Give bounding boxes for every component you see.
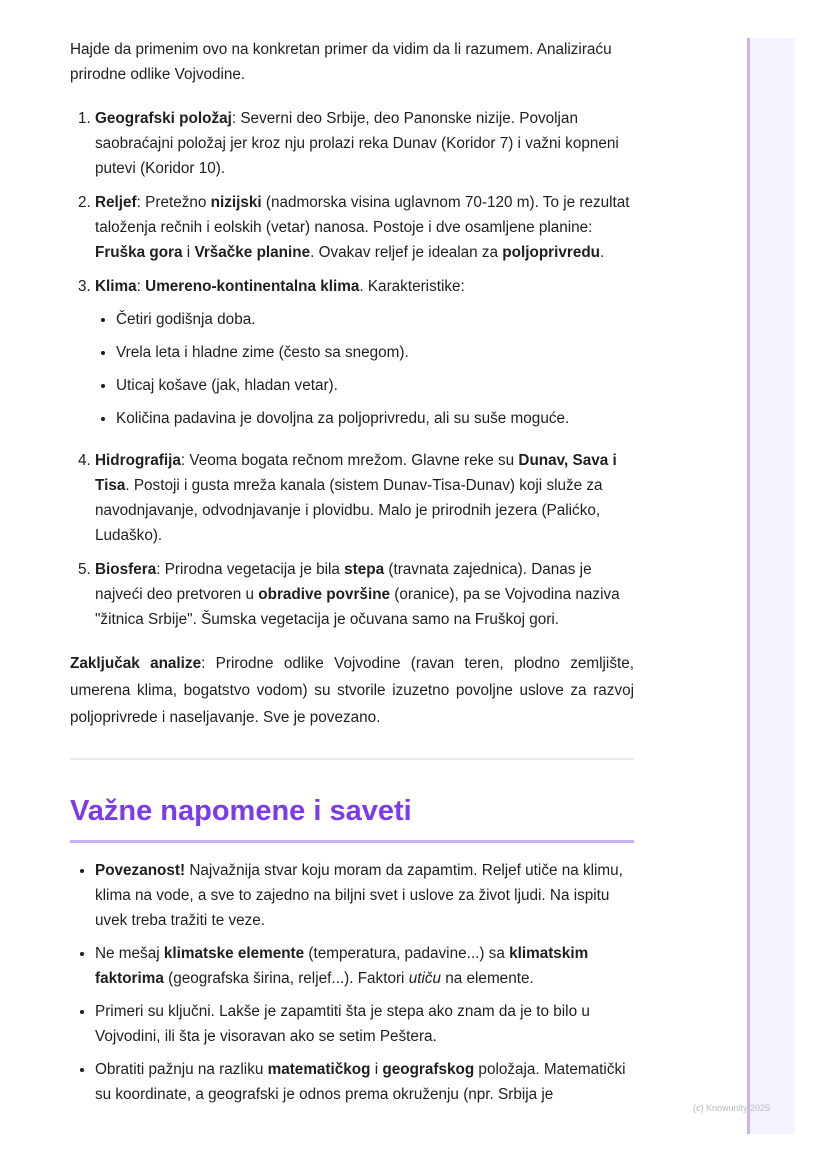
- climate-item: • Vrela leta i hladne zime (često sa snegom).: [116, 340, 634, 365]
- list-item-hidrografija: 4. Hidrografija: Veoma bogata rečnom mrežom. Glavne reke su Dunav, Sava i Tisa. Postoji i gusta mreža kanala (sistem Dunav-Tisa-Dunav) koji služe za navodnjavanje, odvodnjavanje i plovidbu. Malo je prirodnih jezera (Palićko, Ludaško).: [95, 448, 634, 548]
- tip-item: • Obratiti pažnju na razliku matematičkog i geografskog položaja. Matematički su koordinate, a geografski je odnos prema okruženju (npr. Srbija je: [95, 1057, 634, 1107]
- tip-item: • Primeri su ključni. Lakše je zapamtiti šta je stepa ako znam da je to bilo u Vojvodini, ili šta je visoravan ako se setim Peštera.: [95, 999, 634, 1049]
- intro-paragraph: Hajde da primenim ovo na konkretan primer da vidim da li razumem. Analiziraću prirodne odlike Vojvodine.: [70, 41, 612, 83]
- conclusion-paragraph: Zaključak analize: Prirodne odlike Vojvodine (ravan teren, plodno zemljište, umerena klima, bogatstvo vodom) su stvorile izuzetno povoljne uslove za razvoj poljoprivrede i naseljavanje. Sve je povezano.: [70, 655, 634, 726]
- watermark: (c) Knowunity 2025: [693, 1103, 771, 1113]
- list-item-klima: 3. Klima: Umereno-kontinentalna klima. Karakteristike: • Četiri godišnja doba. • Vrela leta i hladne zime (često sa snegom). • Uticaj košave (jak, hladan vetar). • Količina padavina je dovoljna za poljoprivredu, ali su suše moguće.: [95, 274, 634, 431]
- climate-item: • Četiri godišnja doba.: [116, 307, 634, 332]
- section-divider: [70, 758, 634, 760]
- climate-item: • Količina padavina je dovoljna za poljoprivredu, ali su suše moguće.: [116, 406, 634, 431]
- document-content: [70, 37, 634, 1115]
- list-item-biosfera: 5. Biosfera: Prirodna vegetacija je bila stepa (travnata zajednica). Danas je najveći deo pretvoren u obradive površine (oranice), pa se Vojvodina naziva "žitnica Srbije". Šumska vegetacija je očuvana samo na Fruškoj gori.: [95, 557, 634, 632]
- list-item-geografski-polozaj: 1. Geografski položaj: Severni deo Srbije, deo Panonske nizije. Povoljan saobraćajni položaj jer kroz nju prolazi reka Dunav (Koridor 7) i važni kopneni putevi (Koridor 10).: [95, 106, 634, 181]
- section-heading: Važne napomene i saveti: [70, 792, 634, 843]
- side-panel: [747, 38, 795, 1134]
- climate-item: • Uticaj košave (jak, hladan vetar).: [116, 373, 634, 398]
- tips-list: [70, 858, 634, 1107]
- list-item-reljef: 2. Reljef: Pretežno nizijski (nadmorska visina uglavnom 70-120 m). To je rezultat taloženja rečnih i eolskih (vetar) nanosa. Postoje i dve osamljene planine: Fruška gora i Vršačke planine. Ovakav reljef je idealan za poljoprivredu.: [95, 190, 634, 265]
- tip-item: • Ne mešaj klimatske elemente (temperatura, padavine...) sa klimatskim faktorima (geografska širina, reljef...). Faktori utiču na elemente.: [95, 941, 634, 991]
- tip-item: • Povezanost! Najvažnija stvar koju moram da zapamtim. Reljef utiče na klimu, klima na vode, a sve to zajedno na biljni svet i uslove za život ljudi. Na ispitu uvek treba tražiti te veze.: [95, 858, 634, 933]
- analysis-list: [70, 106, 634, 632]
- climate-characteristics-list: [95, 307, 634, 431]
